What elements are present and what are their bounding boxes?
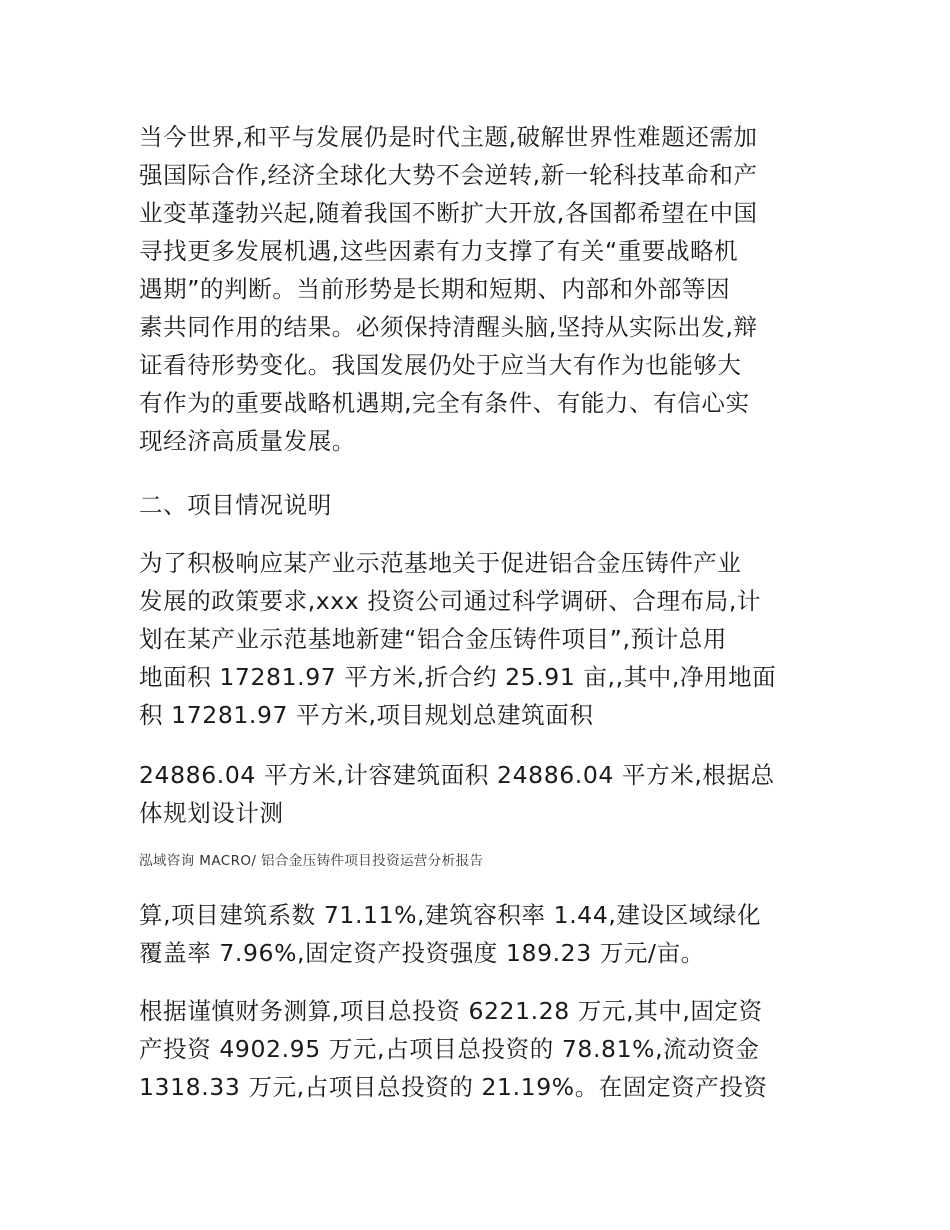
paragraph-line: 24886.04 平方米,计容建筑面积 24886.04 平方米,根据总 [139, 761, 775, 789]
section-heading: 二、项目情况说明 [139, 491, 332, 519]
paragraph-line: 强国际合作,经济全球化大势不会逆转,新一轮科技革命和产 [139, 161, 758, 189]
paragraph-line: 发展的政策要求,xxx 投资公司通过科学调研、合理布局,计 [139, 587, 762, 615]
paragraph-line: 根据谨慎财务测算,项目总投资 6221.28 万元,其中,固定资 [139, 997, 763, 1025]
paragraph-line: 覆盖率 7.96%,固定资产投资强度 189.23 万元/亩。 [139, 939, 705, 967]
paragraph-line: 地面积 17281.97 平方米,折合约 25.91 亩,,其中,净用地面 [139, 663, 777, 691]
paragraph-line: 业变革蓬勃兴起,随着我国不断扩大开放,各国都希望在中国 [139, 199, 758, 227]
paragraph-line: 寻找更多发展机遇,这些因素有力支撑了有关“重要战略机 [139, 237, 739, 265]
paragraph-line: 体规划设计测 [139, 799, 284, 827]
paragraph-line: 算,项目建筑系数 71.11%,建筑容积率 1.44,建设区域绿化 [139, 901, 762, 929]
paragraph-line: 素共同作用的结果。必须保持清醒头脑,坚持从实际出发,辩 [139, 313, 758, 341]
paragraph-line: 1318.33 万元,占项目总投资的 21.19%。在固定资产投资 [139, 1073, 768, 1101]
paragraph-line: 产投资 4902.95 万元,占项目总投资的 78.81%,流动资金 [139, 1035, 760, 1063]
paragraph-line: 遇期”的判断。当前形势是长期和短期、内部和外部等因 [139, 275, 731, 303]
paragraph-line: 划在某产业示范基地新建“铝合金压铸件项目”,预计总用 [139, 625, 727, 653]
running-footer: 泓域咨询 MACRO/ 铝合金压铸件项目投资运营分析报告 [139, 853, 484, 869]
paragraph-line: 证看待形势变化。我国发展仍处于应当大有作为也能够大 [139, 351, 742, 379]
paragraph-line: 现经济高质量发展。 [139, 427, 356, 455]
paragraph-line: 有作为的重要战略机遇期,完全有条件、有能力、有信心实 [139, 389, 750, 417]
paragraph-line: 当今世界,和平与发展仍是时代主题,破解世界性难题还需加 [139, 123, 758, 151]
paragraph-line: 为了积极响应某产业示范基地关于促进铝合金压铸件产业 [139, 549, 742, 577]
paragraph-line: 积 17281.97 平方米,项目规划总建筑面积 [139, 701, 594, 729]
